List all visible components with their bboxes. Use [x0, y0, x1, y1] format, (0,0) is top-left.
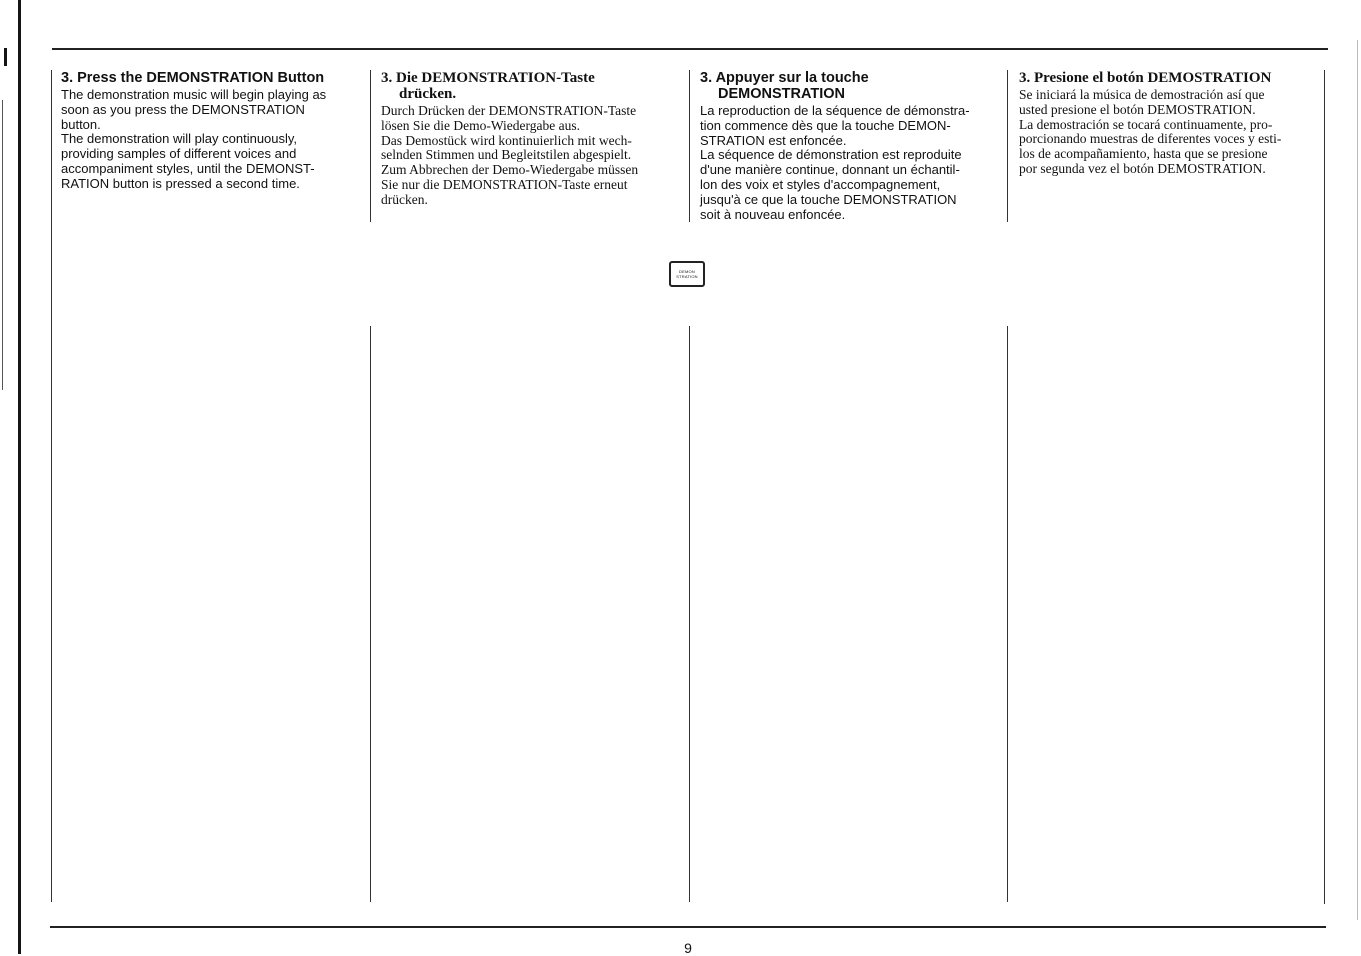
column-divider-1-upper: [370, 70, 371, 222]
heading-french-line2: DEMONSTRATION: [718, 86, 846, 102]
column-french: [700, 70, 1000, 222]
column-german: [381, 70, 681, 208]
body-german: Durch Drücken der DEMONSTRATION-Taste lösen Sie die Demo-Wiedergabe aus. Das Demostück wird kontinuierlich mit wech- selnden Stimmen und Begleitstilen abgespielt. Zum Abbrechen der Demo-Wiedergabe müssen Sie nur die DEMONSTRATION-Taste erneut drücken.: [381, 103, 639, 207]
heading-french: [700, 70, 1000, 102]
heading-english: 3. Press the DEMONSTRATION Button: [61, 70, 325, 86]
column-divider-2-upper: [689, 70, 690, 222]
heading-german-line2: drücken.: [399, 86, 457, 102]
heading-german-line1: 3. Die DEMONSTRATION-Taste: [381, 70, 595, 86]
demo-button-label-line1: DEMON: [679, 269, 695, 274]
body-french: La reproduction de la séquence de démonstra- tion commence dès que la touche DEMON- STRATION est enfoncée. La séquence de démonstration est reproduite d'une manière continue, donnant un échantil- lon des voix et styles d'accompagnement, jusqu'à ce que la touche DEMONSTRATION soit à nouveau enfoncée.: [700, 103, 970, 222]
column-divider-right-edge: [1324, 70, 1325, 904]
scan-edge-mark: [4, 48, 7, 66]
column-divider-1-lower: [370, 326, 371, 902]
scan-edge-left: [18, 0, 21, 954]
top-rule: [52, 48, 1328, 50]
scan-edge-right: [1357, 40, 1358, 920]
column-divider-3-lower: [1007, 326, 1008, 902]
demonstration-button-illustration: [669, 261, 705, 287]
demo-button-label-line2: STRATION: [676, 274, 698, 279]
heading-german: [381, 70, 681, 102]
column-english: [61, 70, 361, 192]
scan-edge-thin-line: [2, 100, 3, 390]
body-spanish: Se iniciará la música de demostración así que usted presione el botón DEMOSTRATION. La demostración se tocará continuamente, pro- porcionando muestras de diferentes voces y esti- los de acompañamiento, hasta que se presione por segunda vez el botón DEMOSTRATION.: [1019, 87, 1282, 176]
column-divider-left-edge: [51, 70, 52, 902]
column-spanish: [1019, 70, 1319, 177]
body-english: The demonstration music will begin playing as soon as you press the DEMONSTRATION button. The demonstration will play continuously, providing samples of different voices and accompaniment styles, until the DEMONST- RATION button is pressed a second time.: [61, 87, 327, 191]
bottom-rule: [50, 926, 1326, 928]
page-number: 9: [684, 940, 692, 956]
column-divider-2-lower: [689, 326, 690, 902]
heading-french-line1: 3. Appuyer sur la touche: [700, 70, 869, 86]
column-divider-3-upper: [1007, 70, 1008, 222]
heading-spanish: 3. Presione el botón DEMOSTRATION: [1019, 70, 1272, 86]
